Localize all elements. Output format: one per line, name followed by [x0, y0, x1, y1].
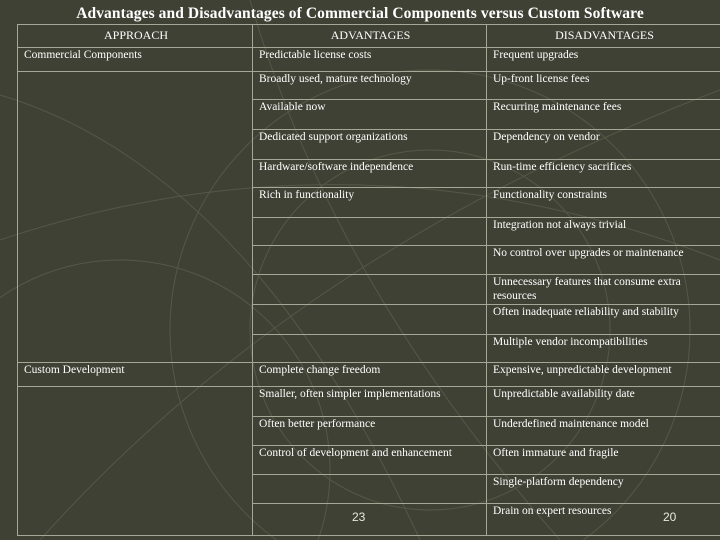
table-row: [18, 188, 720, 218]
disadvantage-cell: Recurring maintenance fees: [487, 100, 720, 130]
advantage-cell: Available now: [253, 100, 487, 130]
advantage-cell: Often better performance: [253, 417, 487, 446]
advantage-cell: [253, 275, 487, 305]
header-approach: APPROACH: [18, 25, 253, 48]
disadvantage-cell: Frequent upgrades: [487, 48, 720, 72]
advantage-cell: [253, 475, 487, 504]
disadvantage-cell: Up-front license fees: [487, 72, 720, 100]
table-row: [18, 446, 720, 475]
advantage-cell: [253, 305, 487, 335]
comparison-table: [17, 24, 720, 536]
approach-cell: [18, 504, 253, 536]
approach-cell: [18, 188, 253, 218]
approach-cell: [18, 72, 253, 100]
table-row: [18, 305, 720, 335]
advantage-cell: Hardware/software independence: [253, 160, 487, 188]
advantage-cell: [253, 504, 487, 536]
approach-cell: [18, 218, 253, 246]
header-disadvantages: DISADVANTAGES: [487, 25, 720, 48]
advantage-cell: Smaller, often simpler implementations: [253, 387, 487, 417]
approach-cell: [18, 246, 253, 275]
header-advantages: ADVANTAGES: [253, 25, 487, 48]
table-row: [18, 387, 720, 417]
disadvantage-cell: Multiple vendor incompatibilities: [487, 335, 720, 363]
table-row: [18, 218, 720, 246]
table-row: [18, 130, 720, 160]
advantage-cell: Dedicated support organizations: [253, 130, 487, 160]
disadvantage-cell: Often inadequate reliability and stability: [487, 305, 720, 335]
table-row: [18, 335, 720, 363]
disadvantage-cell: Expensive, unpredictable development: [487, 363, 720, 387]
table-row: [18, 417, 720, 446]
disadvantage-cell: Dependency on vendor: [487, 130, 720, 160]
advantage-cell: Predictable license costs: [253, 48, 487, 72]
disadvantage-cell: Unpredictable availability date: [487, 387, 720, 417]
slide-title: Advantages and Disadvantages of Commercial Components versus Custom Software: [76, 5, 644, 22]
approach-cell: Commercial Components: [18, 48, 253, 72]
table-row: [18, 160, 720, 188]
table-row: [18, 100, 720, 130]
advantage-cell: [253, 246, 487, 275]
table-row: [18, 246, 720, 275]
advantage-cell: Broadly used, mature technology: [253, 72, 487, 100]
advantage-cell: [253, 335, 487, 363]
approach-cell: [18, 475, 253, 504]
advantage-cell: Rich in functionality: [253, 188, 487, 218]
approach-cell: [18, 160, 253, 188]
table-row: [18, 72, 720, 100]
disadvantage-cell: Run-time efficiency sacrifices: [487, 160, 720, 188]
disadvantage-cell: Unnecessary features that consume extra resources: [487, 275, 720, 305]
disadvantage-cell: Integration not always trivial: [487, 218, 720, 246]
disadvantage-cell: Underdefined maintenance model: [487, 417, 720, 446]
table-row: [18, 48, 720, 72]
approach-cell: Custom Development: [18, 363, 253, 387]
table-row: [18, 475, 720, 504]
approach-cell: [18, 275, 253, 305]
approach-cell: [18, 417, 253, 446]
advantage-cell: [253, 218, 487, 246]
approach-cell: [18, 130, 253, 160]
page-number-center: 23: [352, 510, 366, 524]
table-row: [18, 363, 720, 387]
disadvantage-cell: Functionality constraints: [487, 188, 720, 218]
table-header-row: [18, 25, 720, 48]
disadvantage-cell: No control over upgrades or maintenance: [487, 246, 720, 275]
table-row: [18, 504, 720, 536]
approach-cell: [18, 305, 253, 335]
table-row: [18, 275, 720, 305]
disadvantage-cell: Often immature and fragile: [487, 446, 720, 475]
page-number-right: 20: [663, 510, 677, 524]
approach-cell: [18, 387, 253, 417]
approach-cell: [18, 335, 253, 363]
disadvantage-cell: Drain on expert resources: [487, 504, 720, 536]
advantage-cell: Complete change freedom: [253, 363, 487, 387]
approach-cell: [18, 100, 253, 130]
advantage-cell: Control of development and enhancement: [253, 446, 487, 475]
approach-cell: [18, 446, 253, 475]
disadvantage-cell: Single-platform dependency: [487, 475, 720, 504]
